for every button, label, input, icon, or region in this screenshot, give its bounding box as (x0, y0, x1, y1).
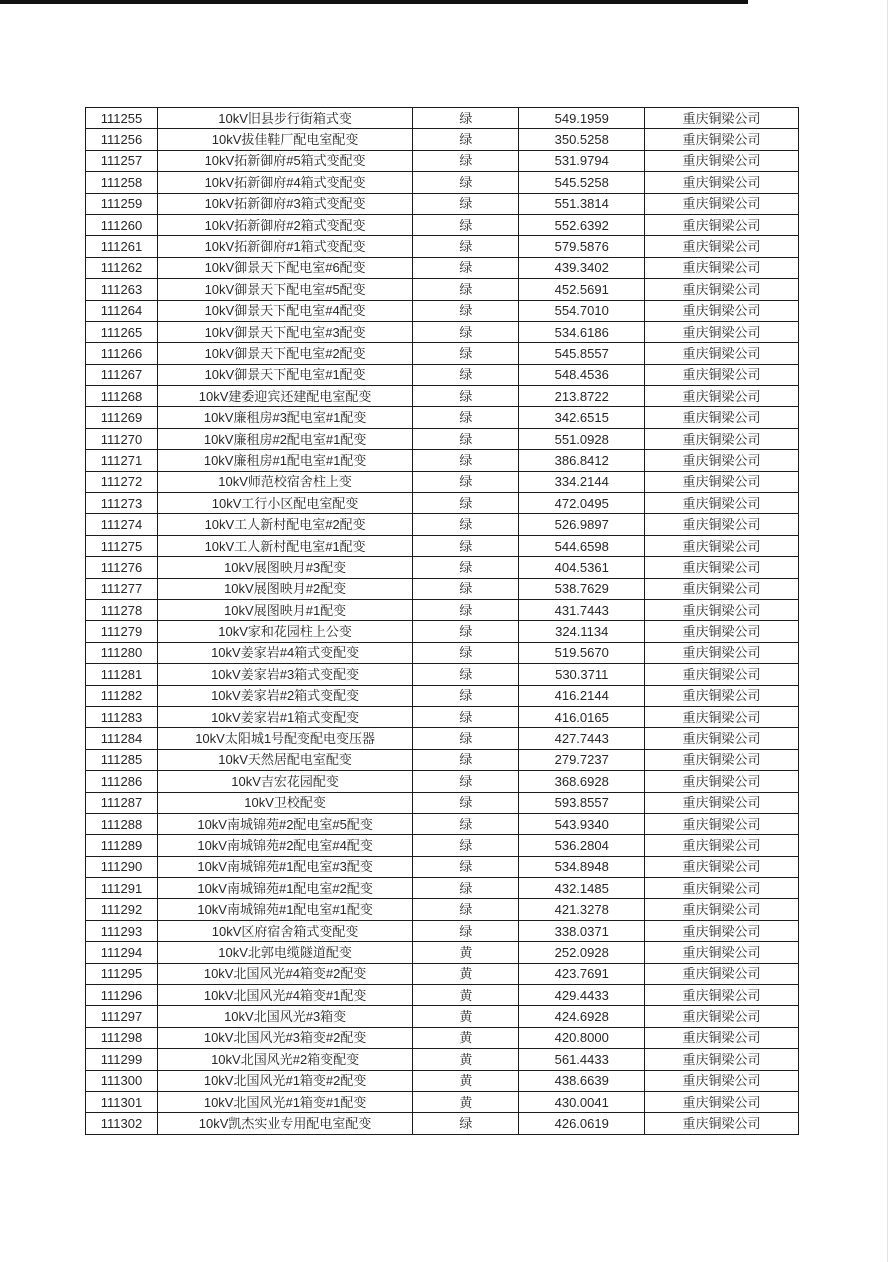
cell-load-value: 252.0928 (519, 942, 644, 963)
cell-record-id: 111284 (86, 728, 158, 749)
table-row (86, 257, 799, 278)
cell-transformer-name: 10kV拔佳鞋厂配电室配变 (158, 129, 413, 150)
cell-transformer-name: 10kV北国风光#1箱变#2配变 (158, 1070, 413, 1091)
cell-company-name: 重庆铜梁公司 (644, 792, 798, 813)
cell-status-color: 黄 (413, 1006, 519, 1027)
cell-transformer-name: 10kV姜家岩#2箱式变配变 (158, 685, 413, 706)
cell-record-id: 111298 (86, 1027, 158, 1048)
cell-company-name: 重庆铜梁公司 (644, 856, 798, 877)
cell-load-value: 551.3814 (519, 193, 644, 214)
cell-transformer-name: 10kV姜家岩#1箱式变配变 (158, 706, 413, 727)
table-row (86, 450, 799, 471)
table-row (86, 728, 799, 749)
table-body (86, 108, 799, 1135)
cell-record-id: 111281 (86, 664, 158, 685)
cell-status-color: 绿 (413, 257, 519, 278)
cell-status-color: 绿 (413, 685, 519, 706)
cell-record-id: 111273 (86, 493, 158, 514)
table-row (86, 300, 799, 321)
table-row (86, 1027, 799, 1048)
cell-record-id: 111291 (86, 878, 158, 899)
cell-transformer-name: 10kV御景天下配电室#3配变 (158, 321, 413, 342)
table-row (86, 193, 799, 214)
cell-record-id: 111300 (86, 1070, 158, 1091)
cell-status-color: 绿 (413, 1113, 519, 1135)
cell-company-name: 重庆铜梁公司 (644, 428, 798, 449)
table-row (86, 706, 799, 727)
cell-record-id: 111267 (86, 364, 158, 385)
table-row (86, 535, 799, 556)
table-row (86, 985, 799, 1006)
cell-load-value: 342.6515 (519, 407, 644, 428)
table-row (86, 407, 799, 428)
cell-company-name: 重庆铜梁公司 (644, 899, 798, 920)
cell-status-color: 绿 (413, 599, 519, 620)
cell-status-color: 绿 (413, 878, 519, 899)
cell-company-name: 重庆铜梁公司 (644, 257, 798, 278)
table-row (86, 279, 799, 300)
cell-record-id: 111258 (86, 172, 158, 193)
cell-status-color: 黄 (413, 985, 519, 1006)
cell-status-color: 绿 (413, 856, 519, 877)
table-row (86, 599, 799, 620)
cell-load-value: 472.0495 (519, 493, 644, 514)
cell-load-value: 386.8412 (519, 450, 644, 471)
cell-transformer-name: 10kV御景天下配电室#2配变 (158, 343, 413, 364)
cell-company-name: 重庆铜梁公司 (644, 172, 798, 193)
cell-transformer-name: 10kV展图映月#2配变 (158, 578, 413, 599)
cell-record-id: 111289 (86, 835, 158, 856)
table-row (86, 878, 799, 899)
cell-transformer-name: 10kV工行小区配电室配变 (158, 493, 413, 514)
cell-load-value: 545.5258 (519, 172, 644, 193)
cell-load-value: 426.0619 (519, 1113, 644, 1135)
cell-load-value: 534.6186 (519, 321, 644, 342)
cell-load-value: 430.0041 (519, 1091, 644, 1112)
table-row (86, 321, 799, 342)
cell-transformer-name: 10kV北郭电缆隧道配变 (158, 942, 413, 963)
cell-company-name: 重庆铜梁公司 (644, 942, 798, 963)
cell-transformer-name: 10kV南城锦苑#1配电室#2配变 (158, 878, 413, 899)
cell-status-color: 黄 (413, 942, 519, 963)
cell-transformer-name: 10kV北国风光#1箱变#1配变 (158, 1091, 413, 1112)
cell-status-color: 绿 (413, 150, 519, 171)
cell-load-value: 334.2144 (519, 471, 644, 492)
cell-company-name: 重庆铜梁公司 (644, 813, 798, 834)
cell-transformer-name: 10kV御景天下配电室#4配变 (158, 300, 413, 321)
table-row (86, 813, 799, 834)
cell-record-id: 111259 (86, 193, 158, 214)
cell-status-color: 绿 (413, 321, 519, 342)
cell-record-id: 111275 (86, 535, 158, 556)
cell-status-color: 绿 (413, 236, 519, 257)
cell-status-color: 绿 (413, 771, 519, 792)
cell-company-name: 重庆铜梁公司 (644, 386, 798, 407)
cell-status-color: 绿 (413, 835, 519, 856)
cell-record-id: 111266 (86, 343, 158, 364)
cell-status-color: 绿 (413, 578, 519, 599)
table-row (86, 1070, 799, 1091)
cell-record-id: 111283 (86, 706, 158, 727)
table-row (86, 621, 799, 642)
cell-company-name: 重庆铜梁公司 (644, 599, 798, 620)
cell-company-name: 重庆铜梁公司 (644, 963, 798, 984)
cell-status-color: 绿 (413, 493, 519, 514)
cell-company-name: 重庆铜梁公司 (644, 514, 798, 535)
cell-company-name: 重庆铜梁公司 (644, 1070, 798, 1091)
cell-record-id: 111282 (86, 685, 158, 706)
cell-load-value: 439.3402 (519, 257, 644, 278)
table-row (86, 685, 799, 706)
cell-record-id: 111294 (86, 942, 158, 963)
cell-transformer-name: 10kV展图映月#3配变 (158, 557, 413, 578)
cell-company-name: 重庆铜梁公司 (644, 343, 798, 364)
cell-status-color: 绿 (413, 364, 519, 385)
cell-load-value: 554.7010 (519, 300, 644, 321)
cell-load-value: 549.1959 (519, 108, 644, 129)
page-edge-line (887, 0, 888, 1262)
cell-company-name: 重庆铜梁公司 (644, 985, 798, 1006)
cell-company-name: 重庆铜梁公司 (644, 193, 798, 214)
cell-load-value: 424.6928 (519, 1006, 644, 1027)
table-row (86, 236, 799, 257)
cell-load-value: 338.0371 (519, 920, 644, 941)
cell-transformer-name: 10kV北国风光#3箱变#2配变 (158, 1027, 413, 1048)
cell-transformer-name: 10kV建委迎宾还建配电室配变 (158, 386, 413, 407)
cell-status-color: 绿 (413, 621, 519, 642)
cell-record-id: 111261 (86, 236, 158, 257)
cell-status-color: 绿 (413, 214, 519, 235)
cell-status-color: 绿 (413, 899, 519, 920)
table-row (86, 963, 799, 984)
cell-status-color: 绿 (413, 557, 519, 578)
cell-record-id: 111286 (86, 771, 158, 792)
cell-company-name: 重庆铜梁公司 (644, 664, 798, 685)
cell-company-name: 重庆铜梁公司 (644, 236, 798, 257)
cell-status-color: 绿 (413, 813, 519, 834)
table-row (86, 1006, 799, 1027)
cell-company-name: 重庆铜梁公司 (644, 1049, 798, 1070)
cell-company-name: 重庆铜梁公司 (644, 557, 798, 578)
cell-status-color: 绿 (413, 172, 519, 193)
cell-transformer-name: 10kV拓新御府#3箱式变配变 (158, 193, 413, 214)
cell-load-value: 420.8000 (519, 1027, 644, 1048)
cell-status-color: 绿 (413, 535, 519, 556)
table-row (86, 514, 799, 535)
cell-record-id: 111255 (86, 108, 158, 129)
table-row (86, 856, 799, 877)
table-row (86, 920, 799, 941)
cell-status-color: 绿 (413, 193, 519, 214)
cell-transformer-name: 10kV拓新御府#2箱式变配变 (158, 214, 413, 235)
cell-load-value: 324.1134 (519, 621, 644, 642)
cell-load-value: 404.5361 (519, 557, 644, 578)
cell-load-value: 421.3278 (519, 899, 644, 920)
cell-transformer-name: 10kV工人新村配电室#2配变 (158, 514, 413, 535)
cell-company-name: 重庆铜梁公司 (644, 878, 798, 899)
cell-status-color: 绿 (413, 514, 519, 535)
cell-status-color: 黄 (413, 1027, 519, 1048)
cell-record-id: 111260 (86, 214, 158, 235)
cell-record-id: 111257 (86, 150, 158, 171)
cell-record-id: 111287 (86, 792, 158, 813)
cell-record-id: 111265 (86, 321, 158, 342)
cell-load-value: 545.8557 (519, 343, 644, 364)
cell-status-color: 绿 (413, 642, 519, 663)
cell-load-value: 350.5258 (519, 129, 644, 150)
table-row (86, 899, 799, 920)
scan-edge-bar (0, 0, 748, 4)
cell-record-id: 111302 (86, 1113, 158, 1135)
cell-transformer-name: 10kV姜家岩#4箱式变配变 (158, 642, 413, 663)
cell-company-name: 重庆铜梁公司 (644, 493, 798, 514)
cell-transformer-name: 10kV吉宏花园配变 (158, 771, 413, 792)
cell-status-color: 绿 (413, 664, 519, 685)
cell-load-value: 429.4433 (519, 985, 644, 1006)
cell-status-color: 绿 (413, 407, 519, 428)
cell-load-value: 427.7443 (519, 728, 644, 749)
cell-status-color: 绿 (413, 450, 519, 471)
cell-transformer-name: 10kV南城锦苑#1配电室#1配变 (158, 899, 413, 920)
cell-company-name: 重庆铜梁公司 (644, 214, 798, 235)
cell-record-id: 111262 (86, 257, 158, 278)
table-row (86, 835, 799, 856)
cell-transformer-name: 10kV廉租房#1配电室#1配变 (158, 450, 413, 471)
cell-company-name: 重庆铜梁公司 (644, 129, 798, 150)
table-row (86, 792, 799, 813)
cell-record-id: 111288 (86, 813, 158, 834)
cell-transformer-name: 10kV拓新御府#5箱式变配变 (158, 150, 413, 171)
cell-transformer-name: 10kV廉租房#3配电室#1配变 (158, 407, 413, 428)
cell-record-id: 111256 (86, 129, 158, 150)
cell-transformer-name: 10kV南城锦苑#1配电室#3配变 (158, 856, 413, 877)
cell-transformer-name: 10kV太阳城1号配变配电变压器 (158, 728, 413, 749)
cell-status-color: 绿 (413, 279, 519, 300)
table-row (86, 749, 799, 770)
cell-load-value: 543.9340 (519, 813, 644, 834)
cell-company-name: 重庆铜梁公司 (644, 749, 798, 770)
cell-status-color: 绿 (413, 300, 519, 321)
cell-record-id: 111277 (86, 578, 158, 599)
cell-load-value: 536.2804 (519, 835, 644, 856)
cell-transformer-name: 10kV北国风光#4箱变#1配变 (158, 985, 413, 1006)
cell-transformer-name: 10kV展图映月#1配变 (158, 599, 413, 620)
cell-company-name: 重庆铜梁公司 (644, 150, 798, 171)
cell-transformer-name: 10kV南城锦苑#2配电室#5配变 (158, 813, 413, 834)
cell-record-id: 111295 (86, 963, 158, 984)
cell-status-color: 绿 (413, 920, 519, 941)
cell-record-id: 111292 (86, 899, 158, 920)
transformer-table (85, 107, 799, 1135)
cell-status-color: 黄 (413, 963, 519, 984)
cell-company-name: 重庆铜梁公司 (644, 706, 798, 727)
cell-transformer-name: 10kV御景天下配电室#5配变 (158, 279, 413, 300)
cell-transformer-name: 10kV廉租房#2配电室#1配变 (158, 428, 413, 449)
cell-transformer-name: 10kV北国风光#4箱变#2配变 (158, 963, 413, 984)
cell-load-value: 279.7237 (519, 749, 644, 770)
table-row (86, 642, 799, 663)
cell-load-value: 548.4536 (519, 364, 644, 385)
cell-transformer-name: 10kV北国风光#3箱变 (158, 1006, 413, 1027)
cell-record-id: 111264 (86, 300, 158, 321)
table-row (86, 1049, 799, 1070)
cell-load-value: 544.6598 (519, 535, 644, 556)
cell-record-id: 111293 (86, 920, 158, 941)
cell-status-color: 黄 (413, 1070, 519, 1091)
cell-record-id: 111299 (86, 1049, 158, 1070)
cell-record-id: 111276 (86, 557, 158, 578)
cell-company-name: 重庆铜梁公司 (644, 1113, 798, 1135)
table-row (86, 557, 799, 578)
cell-transformer-name: 10kV家和花园柱上公变 (158, 621, 413, 642)
table-row (86, 771, 799, 792)
cell-load-value: 538.7629 (519, 578, 644, 599)
cell-transformer-name: 10kV御景天下配电室#6配变 (158, 257, 413, 278)
cell-record-id: 111271 (86, 450, 158, 471)
cell-status-color: 绿 (413, 749, 519, 770)
cell-load-value: 552.6392 (519, 214, 644, 235)
table-row (86, 493, 799, 514)
table-row (86, 364, 799, 385)
table-row (86, 664, 799, 685)
cell-status-color: 黄 (413, 1091, 519, 1112)
table-row (86, 172, 799, 193)
table-row (86, 386, 799, 407)
cell-transformer-name: 10kV区府宿舍箱式变配变 (158, 920, 413, 941)
cell-company-name: 重庆铜梁公司 (644, 1091, 798, 1112)
cell-status-color: 绿 (413, 471, 519, 492)
cell-transformer-name: 10kV北国风光#2箱变配变 (158, 1049, 413, 1070)
cell-load-value: 452.5691 (519, 279, 644, 300)
table-row (86, 471, 799, 492)
cell-record-id: 111296 (86, 985, 158, 1006)
cell-load-value: 432.1485 (519, 878, 644, 899)
cell-company-name: 重庆铜梁公司 (644, 621, 798, 642)
cell-load-value: 519.5670 (519, 642, 644, 663)
cell-record-id: 111290 (86, 856, 158, 877)
cell-record-id: 111278 (86, 599, 158, 620)
cell-transformer-name: 10kV工人新村配电室#1配变 (158, 535, 413, 556)
cell-transformer-name: 10kV天然居配电室配变 (158, 749, 413, 770)
cell-load-value: 431.7443 (519, 599, 644, 620)
cell-record-id: 111272 (86, 471, 158, 492)
cell-company-name: 重庆铜梁公司 (644, 108, 798, 129)
cell-load-value: 579.5876 (519, 236, 644, 257)
cell-record-id: 111268 (86, 386, 158, 407)
cell-company-name: 重庆铜梁公司 (644, 321, 798, 342)
table-row (86, 1091, 799, 1112)
cell-company-name: 重庆铜梁公司 (644, 450, 798, 471)
cell-company-name: 重庆铜梁公司 (644, 1006, 798, 1027)
cell-transformer-name: 10kV旧县步行街箱式变 (158, 108, 413, 129)
table-row (86, 343, 799, 364)
cell-company-name: 重庆铜梁公司 (644, 728, 798, 749)
cell-status-color: 绿 (413, 706, 519, 727)
cell-status-color: 绿 (413, 386, 519, 407)
cell-company-name: 重庆铜梁公司 (644, 771, 798, 792)
cell-load-value: 438.6639 (519, 1070, 644, 1091)
cell-company-name: 重庆铜梁公司 (644, 642, 798, 663)
cell-transformer-name: 10kV师范校宿舍柱上变 (158, 471, 413, 492)
cell-load-value: 530.3711 (519, 664, 644, 685)
table-row (86, 578, 799, 599)
cell-record-id: 111280 (86, 642, 158, 663)
cell-record-id: 111269 (86, 407, 158, 428)
cell-company-name: 重庆铜梁公司 (644, 364, 798, 385)
cell-record-id: 111285 (86, 749, 158, 770)
cell-load-value: 213.8722 (519, 386, 644, 407)
cell-status-color: 绿 (413, 343, 519, 364)
cell-load-value: 561.4433 (519, 1049, 644, 1070)
table-row (86, 129, 799, 150)
cell-record-id: 111263 (86, 279, 158, 300)
cell-company-name: 重庆铜梁公司 (644, 920, 798, 941)
cell-record-id: 111297 (86, 1006, 158, 1027)
cell-status-color: 绿 (413, 792, 519, 813)
cell-status-color: 绿 (413, 428, 519, 449)
cell-transformer-name: 10kV拓新御府#4箱式变配变 (158, 172, 413, 193)
cell-company-name: 重庆铜梁公司 (644, 535, 798, 556)
cell-load-value: 593.8557 (519, 792, 644, 813)
cell-status-color: 绿 (413, 728, 519, 749)
cell-company-name: 重庆铜梁公司 (644, 578, 798, 599)
cell-record-id: 111279 (86, 621, 158, 642)
cell-transformer-name: 10kV御景天下配电室#1配变 (158, 364, 413, 385)
cell-transformer-name: 10kV姜家岩#3箱式变配变 (158, 664, 413, 685)
table-row (86, 214, 799, 235)
cell-company-name: 重庆铜梁公司 (644, 1027, 798, 1048)
table-row (86, 150, 799, 171)
cell-load-value: 423.7691 (519, 963, 644, 984)
cell-transformer-name: 10kV凯杰实业专用配电室配变 (158, 1113, 413, 1135)
table-row (86, 428, 799, 449)
cell-status-color: 黄 (413, 1049, 519, 1070)
cell-transformer-name: 10kV拓新御府#1箱式变配变 (158, 236, 413, 257)
table-row (86, 942, 799, 963)
cell-company-name: 重庆铜梁公司 (644, 835, 798, 856)
cell-status-color: 绿 (413, 108, 519, 129)
cell-load-value: 551.0928 (519, 428, 644, 449)
cell-record-id: 111301 (86, 1091, 158, 1112)
cell-load-value: 534.8948 (519, 856, 644, 877)
cell-load-value: 526.9897 (519, 514, 644, 535)
cell-record-id: 111274 (86, 514, 158, 535)
cell-record-id: 111270 (86, 428, 158, 449)
cell-load-value: 368.6928 (519, 771, 644, 792)
cell-load-value: 531.9794 (519, 150, 644, 171)
cell-load-value: 416.0165 (519, 706, 644, 727)
table-row (86, 108, 799, 129)
cell-status-color: 绿 (413, 129, 519, 150)
cell-load-value: 416.2144 (519, 685, 644, 706)
cell-company-name: 重庆铜梁公司 (644, 407, 798, 428)
table-row (86, 1113, 799, 1135)
cell-company-name: 重庆铜梁公司 (644, 685, 798, 706)
cell-company-name: 重庆铜梁公司 (644, 471, 798, 492)
cell-company-name: 重庆铜梁公司 (644, 300, 798, 321)
cell-company-name: 重庆铜梁公司 (644, 279, 798, 300)
cell-transformer-name: 10kV卫校配变 (158, 792, 413, 813)
cell-transformer-name: 10kV南城锦苑#2配电室#4配变 (158, 835, 413, 856)
